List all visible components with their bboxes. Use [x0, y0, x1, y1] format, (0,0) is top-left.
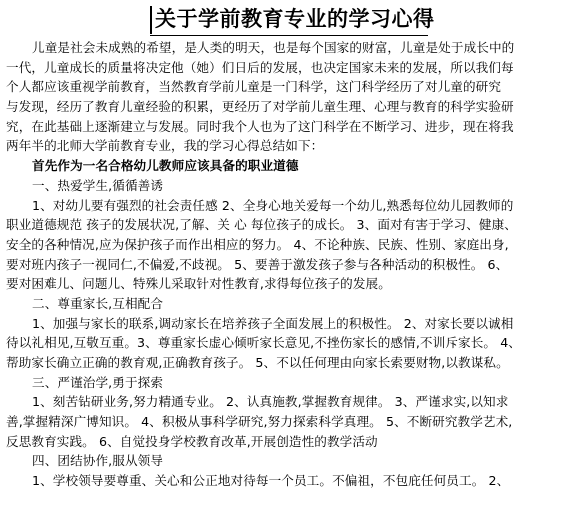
paragraph-line: 儿童是社会未成熟的希望，是人类的明天，也是每个国家的财富，儿童是处于成长中的	[32, 40, 515, 55]
paragraph-line: 帮助家长确立正确的教育观,正确教育孩子。 5、不以任何理由向家长索要财物,以教谋私。	[6, 355, 509, 370]
document-body	[6, 38, 568, 491]
subsection-heading: 三、严谨治学,勇于探索	[32, 374, 164, 390]
title-area	[0, 4, 572, 36]
section-heading: 首先作为一名合格幼儿教师应该具备的职业道德	[32, 158, 299, 174]
paragraph-line: 与发现，经历了教育儿童经验的积累，更经历了对学前儿童生理、心理与教育的科学实验研	[6, 99, 514, 115]
text-cursor	[150, 6, 152, 34]
paragraph-line: 一代，儿童成长的质量将决定他（她）们日后的发展，也决定国家未来的发展，所以我们每	[6, 59, 514, 75]
paragraph-line: 究，在此基础上逐渐建立与发展。同时我个人也为了这门科学在不断学习、进步，现在将我	[6, 118, 514, 134]
paragraph-line: 职业道德规范 孩子的发展状况,了解、关 心 每位孩子的成长。 3、面对有害于学习、健康、	[6, 217, 517, 233]
subsection-heading: 四、团结协作,服从领导	[32, 453, 164, 469]
paragraph-line: 安全的各种情况,应为保护孩子而作出相应的努力。 4、不论种族、民族、性别、家庭出身,	[6, 236, 509, 252]
paragraph-line: 1、学校领导要尊重、关心和公正地对待每一个员工。不偏祖，不包庇任何员工。 2、	[32, 473, 510, 489]
paragraph-line: 要对困难儿、问题儿、特殊儿采取针对性教育,求得每位孩子的发展。	[6, 276, 391, 292]
paragraph-line: 要对班内孩子一视同仁,不偏爱,不歧视。 5、要善于激发孩子参与各种活动的积极性。 6、	[6, 256, 509, 272]
paragraph-line: 1、刻苦钻研业务,努力精通专业。 2、认真施教,掌握教育规律。 3、严谨求实,以知求	[32, 394, 509, 410]
paragraph-line: 1、对幼儿要有强烈的社会责任感 2、全身心地关爱每一个幼儿,熟悉每位幼儿园教师的	[32, 197, 514, 213]
subsection-heading: 二、尊重家长,互相配合	[32, 295, 164, 311]
subsection-heading: 一、热爱学生,循循善诱	[32, 177, 164, 193]
paragraph-line: 反思教育实践。 6、自觉投身学校教育改革,开展创造性的教学活动	[6, 433, 378, 449]
title-underline	[150, 35, 428, 36]
paragraph-line: 待以礼相见,互敬互重。3、尊重家长虚心倾听家长意见,不挫伤家长的感情,不训斥家长。 4、	[6, 335, 521, 351]
paragraph-line: 善,掌握精深广博知识。 4、积极从事科学研究,努力探索科学真理。 5、不断研究教学艺术,	[6, 414, 513, 430]
paragraph-line: 1、加强与家长的联系,调动家长在培养孩子全面发展上的积极性。 2、对家长要以诚相	[32, 315, 514, 331]
document-title: 关于学前教育专业的学习心得	[155, 6, 435, 31]
paragraph-line: 个人都应该重视学前教育，当然教育学前儿童是一门科学，这门科学经历了对儿童的研究	[6, 79, 502, 95]
paragraph-line: 两年半的北师大学前教育专业，我的学习心得总结如下：	[6, 138, 324, 154]
